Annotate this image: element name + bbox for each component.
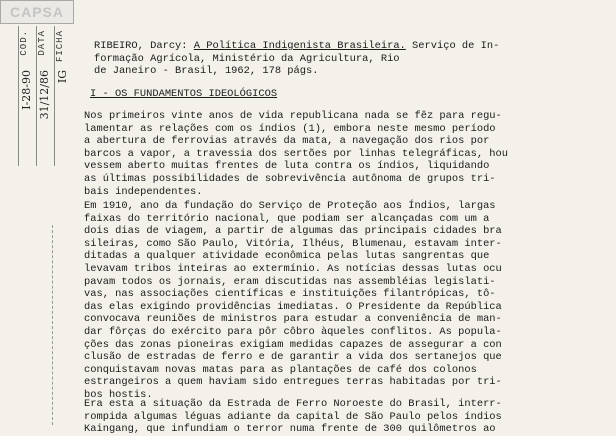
text-line: rompida algumas léguas adiante da capital de São Paulo pelos índios [84, 410, 502, 423]
text-line: bos hostis. [84, 388, 153, 401]
text-line: bais independentes. [84, 185, 203, 198]
text-line: levavam tribos inteiras ao extermínio. As notícias dessas lutas ocu [84, 262, 502, 275]
text-line: Nos primeiros vinte anos de vida republicana nada se fêz para regu- [84, 110, 502, 122]
text-line: Kaingang, que infundiam o terror numa frente de 300 quilômetros ao [84, 423, 496, 436]
text-line: estrangeiros a quem haviam sido entregues terras habitadas por tri- [84, 376, 502, 389]
cod-value: I-28-90 [20, 70, 33, 110]
ficha-label: FICHA [55, 30, 65, 63]
text-line: Era esta a situação da Estrada de Ferro Noroeste do Brasil, interr- [84, 398, 502, 410]
reference-title: A Política Indigenista Brasileira. [193, 40, 406, 52]
reference-line: formação Agrícola, Ministério da Agricultura, Rio [94, 52, 400, 65]
paragraph-3 [84, 398, 502, 436]
text-line: ções das zonas pioneiras exigiam medidas capazes de assegurar a con [84, 338, 502, 351]
text-line: conquistavam novas matas para as plantações de café dos colonos [84, 363, 477, 376]
text-line: ditadas a qualquer atividade econômica pelas lutas sangrentas que [84, 250, 490, 263]
data-label: DATA [37, 30, 47, 56]
text-line: Em 1910, ano da fundação do Serviço de Proteção aos Índios, largas [84, 200, 496, 212]
text-line: clusão de estradas de ferro e de garantir a vida dos sertanejos que [84, 351, 502, 364]
text-line: sileiras, como São Paulo, Vitória, Ilhéus, Blumenau, estavam inter- [84, 237, 502, 250]
text-line: faixas do território nacional, que podiam ser alcançadas com um a [84, 212, 490, 225]
text-line: das elas exigindo providências imediatas. O Presidente da República [84, 300, 502, 313]
stamp-text: CAPSA [9, 4, 64, 20]
text-line: pavam todos os jornais, eram discutidas nas assembléias legislati- [84, 275, 496, 288]
bibliographic-reference [94, 40, 499, 78]
data-value: 31/12/86 [38, 70, 51, 120]
binding-mark [52, 225, 67, 425]
paragraph-1 [84, 110, 508, 198]
paragraph-2 [84, 200, 502, 402]
reference-line: de Janeiro - Brasil, 1962, 178 págs. [94, 65, 319, 78]
text-line: a abertura de ferrovias através da mata, a navegação dos rios por [84, 135, 490, 148]
ficha-value: IG [56, 70, 69, 84]
text-line: dar fôrças do exército para pôr côbro àqueles conflitos. As popula- [84, 325, 502, 338]
archive-stamp [0, 0, 74, 24]
text-line: lamentar as relações com os índios (1), embora neste mesmo período [84, 122, 496, 135]
cod-label: COD. [19, 30, 29, 56]
text-line: vas, nas associações científicas e instituições filantrópicas, tô- [84, 288, 496, 301]
text-line: vessem aberto muitas frentes de luta contra os índios, liquidando [84, 160, 490, 173]
reference-author: RIBEIRO, Darcy: [94, 40, 188, 52]
text-line: barcos a vapor, a travessia dos sertões por linhas telegráficas, hou [84, 147, 509, 160]
text-line: convocava reuniões de ministros para estudar a conveniência de man- [84, 313, 502, 326]
reference-rest: Serviço de In- [405, 40, 500, 52]
section-title: I - OS FUNDAMENTOS IDEOLÓGICOS [90, 88, 278, 100]
text-line: dois dias de viagem, a partir de algumas das principais cidades bra [84, 225, 502, 238]
text-line: as últimas possibilidades de sobrevivência autônoma de grupos tri- [84, 172, 496, 185]
